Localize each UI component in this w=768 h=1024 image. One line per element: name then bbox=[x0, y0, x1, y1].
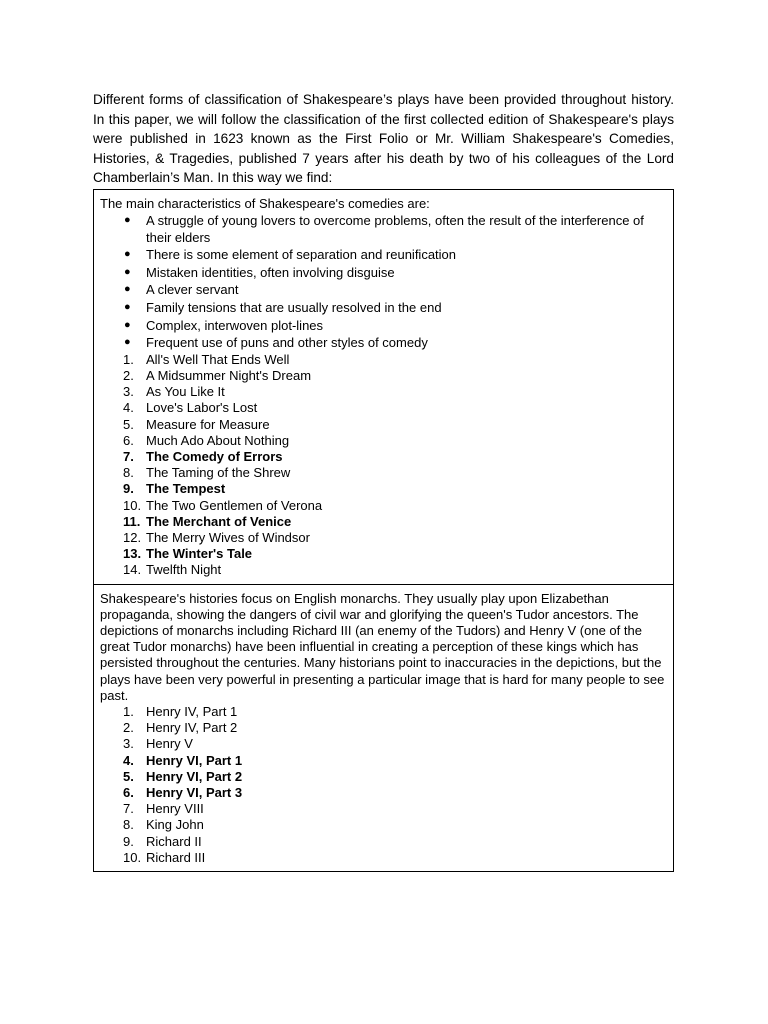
play-title: Twelfth Night bbox=[146, 562, 222, 578]
play-title: The Merchant of Venice bbox=[146, 513, 292, 529]
bullet-icon: ● bbox=[124, 265, 131, 278]
characteristic-item bbox=[100, 212, 667, 246]
comedy-play-item bbox=[100, 449, 667, 465]
comedy-play-item bbox=[100, 498, 667, 514]
intro-paragraph: Different forms of classification of Shakespeare’s plays have been provided throughout history. In this paper, we will follow the classification of the first collected edition of Shakespeare's plays were published in 1623 known as the First Folio or Mr. William Shakespeare's Comedies, Histories, & Tragedies, published 7 years after his death by two of his colleagues of the Lord Chamberlain’s Man. In this way we find: bbox=[93, 92, 674, 186]
play-title: Henry VI, Part 2 bbox=[146, 768, 243, 784]
play-title: Henry IV, Part 2 bbox=[146, 720, 238, 736]
play-number: 10. bbox=[123, 497, 142, 513]
play-number: 1. bbox=[123, 351, 134, 367]
play-number: 8. bbox=[123, 817, 134, 833]
history-play-item bbox=[100, 720, 667, 736]
history-play-item bbox=[100, 769, 667, 785]
bullet-icon: ● bbox=[124, 248, 131, 261]
bullet-icon: ● bbox=[124, 300, 131, 313]
play-title: As You Like It bbox=[146, 384, 225, 400]
comedy-play-item bbox=[100, 546, 667, 562]
play-number: 12. bbox=[123, 529, 142, 545]
play-title: Henry VI, Part 1 bbox=[146, 752, 243, 768]
play-number: 10. bbox=[123, 849, 142, 865]
play-title: Love's Labor's Lost bbox=[146, 400, 258, 416]
comedy-play-item bbox=[100, 465, 667, 481]
history-play-item bbox=[100, 785, 667, 801]
play-number: 1. bbox=[123, 704, 134, 719]
play-title: A Midsummer Night's Dream bbox=[146, 367, 312, 383]
play-title: Measure for Measure bbox=[146, 416, 270, 432]
play-title: Henry VIII bbox=[146, 801, 204, 817]
history-play-item bbox=[100, 834, 667, 850]
play-number: 6. bbox=[123, 785, 134, 801]
play-number: 2. bbox=[123, 367, 134, 383]
characteristic-item bbox=[100, 281, 667, 299]
play-title: The Winter's Tale bbox=[146, 546, 253, 562]
play-number: 5. bbox=[123, 416, 134, 432]
play-number: 14. bbox=[123, 562, 142, 578]
comedy-play-item bbox=[100, 562, 667, 578]
characteristic-text: Mistaken identities, often involving disguise bbox=[146, 264, 395, 280]
play-title: King John bbox=[146, 817, 204, 833]
play-number: 3. bbox=[123, 384, 134, 400]
play-number: 2. bbox=[123, 720, 134, 736]
play-title: Richard III bbox=[146, 849, 206, 865]
comedy-play-item bbox=[100, 530, 667, 546]
characteristic-text: Complex, interwoven plot-lines bbox=[146, 317, 324, 333]
play-number: 9. bbox=[123, 833, 134, 849]
characteristic-text: There is some element of separation and reunification bbox=[146, 247, 457, 263]
comedy-play-item bbox=[100, 400, 667, 416]
characteristic-item bbox=[100, 264, 667, 282]
histories-paragraph: Shakespeare's histories focus on English monarchs. They usually play upon Elizabethan propaganda, showing the dangers of civil war and glorifying the queen's Tudor ancestors. The depictions of monarchs including Richard III (an enemy of the Tudors) and Henry V (one of the great Tudor monarchs) have been influential in creating a perception of these kings which has persisted throughout the centuries. Many historians point to inaccuracies in the depictions, but the plays have been very powerful in presenting a particular image that is hard for many people to see past. bbox=[100, 590, 665, 703]
histories-cell bbox=[94, 584, 673, 871]
comedy-characteristics-list bbox=[100, 212, 667, 352]
comedy-plays-list bbox=[100, 352, 667, 579]
characteristic-item bbox=[100, 317, 667, 335]
play-title: All's Well That Ends Well bbox=[146, 351, 290, 367]
play-number: 4. bbox=[123, 752, 134, 768]
play-number: 6. bbox=[123, 432, 134, 448]
play-title: Richard II bbox=[146, 833, 202, 849]
characteristic-item bbox=[100, 334, 667, 352]
comedy-play-item bbox=[100, 481, 667, 497]
play-number: 9. bbox=[123, 481, 134, 497]
play-title: Henry V bbox=[146, 736, 193, 752]
characteristic-text: A clever servant bbox=[146, 282, 239, 298]
play-title: Henry VI, Part 3 bbox=[146, 785, 243, 801]
comedy-play-item bbox=[100, 417, 667, 433]
comedy-play-item bbox=[100, 514, 667, 530]
comedies-heading: The main characteristics of Shakespeare's comedies are: bbox=[100, 195, 430, 211]
characteristic-item bbox=[100, 246, 667, 264]
document-page bbox=[93, 90, 674, 872]
play-number: 13. bbox=[123, 546, 142, 562]
bullet-icon: ● bbox=[124, 336, 131, 349]
history-play-item bbox=[100, 736, 667, 752]
characteristic-text: Frequent use of puns and other styles of comedy bbox=[146, 335, 428, 351]
play-number: 3. bbox=[123, 736, 134, 752]
play-number: 8. bbox=[123, 465, 134, 481]
characteristic-item bbox=[100, 299, 667, 317]
play-title: The Taming of the Shrew bbox=[146, 465, 291, 481]
history-play-item bbox=[100, 850, 667, 866]
history-play-item bbox=[100, 753, 667, 769]
comedy-play-item bbox=[100, 352, 667, 368]
classification-table bbox=[93, 189, 674, 872]
history-plays-list bbox=[100, 704, 667, 866]
play-number: 5. bbox=[123, 768, 134, 784]
play-number: 4. bbox=[123, 400, 134, 416]
comedy-play-item bbox=[100, 433, 667, 449]
history-play-item bbox=[100, 704, 667, 720]
history-play-item bbox=[100, 817, 667, 833]
play-title: The Tempest bbox=[146, 481, 226, 497]
history-play-item bbox=[100, 801, 667, 817]
bullet-icon: ● bbox=[124, 283, 131, 296]
play-title: Henry IV, Part 1 bbox=[146, 704, 238, 719]
characteristic-text: Family tensions that are usually resolved in the end bbox=[146, 299, 442, 315]
comedies-cell bbox=[94, 190, 673, 584]
comedy-play-item bbox=[100, 384, 667, 400]
bullet-icon: ● bbox=[124, 318, 131, 331]
play-number: 7. bbox=[123, 448, 134, 464]
bullet-icon: ● bbox=[124, 214, 131, 227]
play-title: Much Ado About Nothing bbox=[146, 432, 290, 448]
play-title: The Two Gentlemen of Verona bbox=[146, 497, 323, 513]
characteristic-text: A struggle of young lovers to overcome problems, often the result of the interference of their elders bbox=[146, 213, 644, 246]
comedy-play-item bbox=[100, 368, 667, 384]
play-title: The Merry Wives of Windsor bbox=[146, 529, 310, 545]
play-title: The Comedy of Errors bbox=[146, 448, 283, 464]
play-number: 11. bbox=[123, 513, 141, 529]
play-number: 7. bbox=[123, 801, 134, 817]
